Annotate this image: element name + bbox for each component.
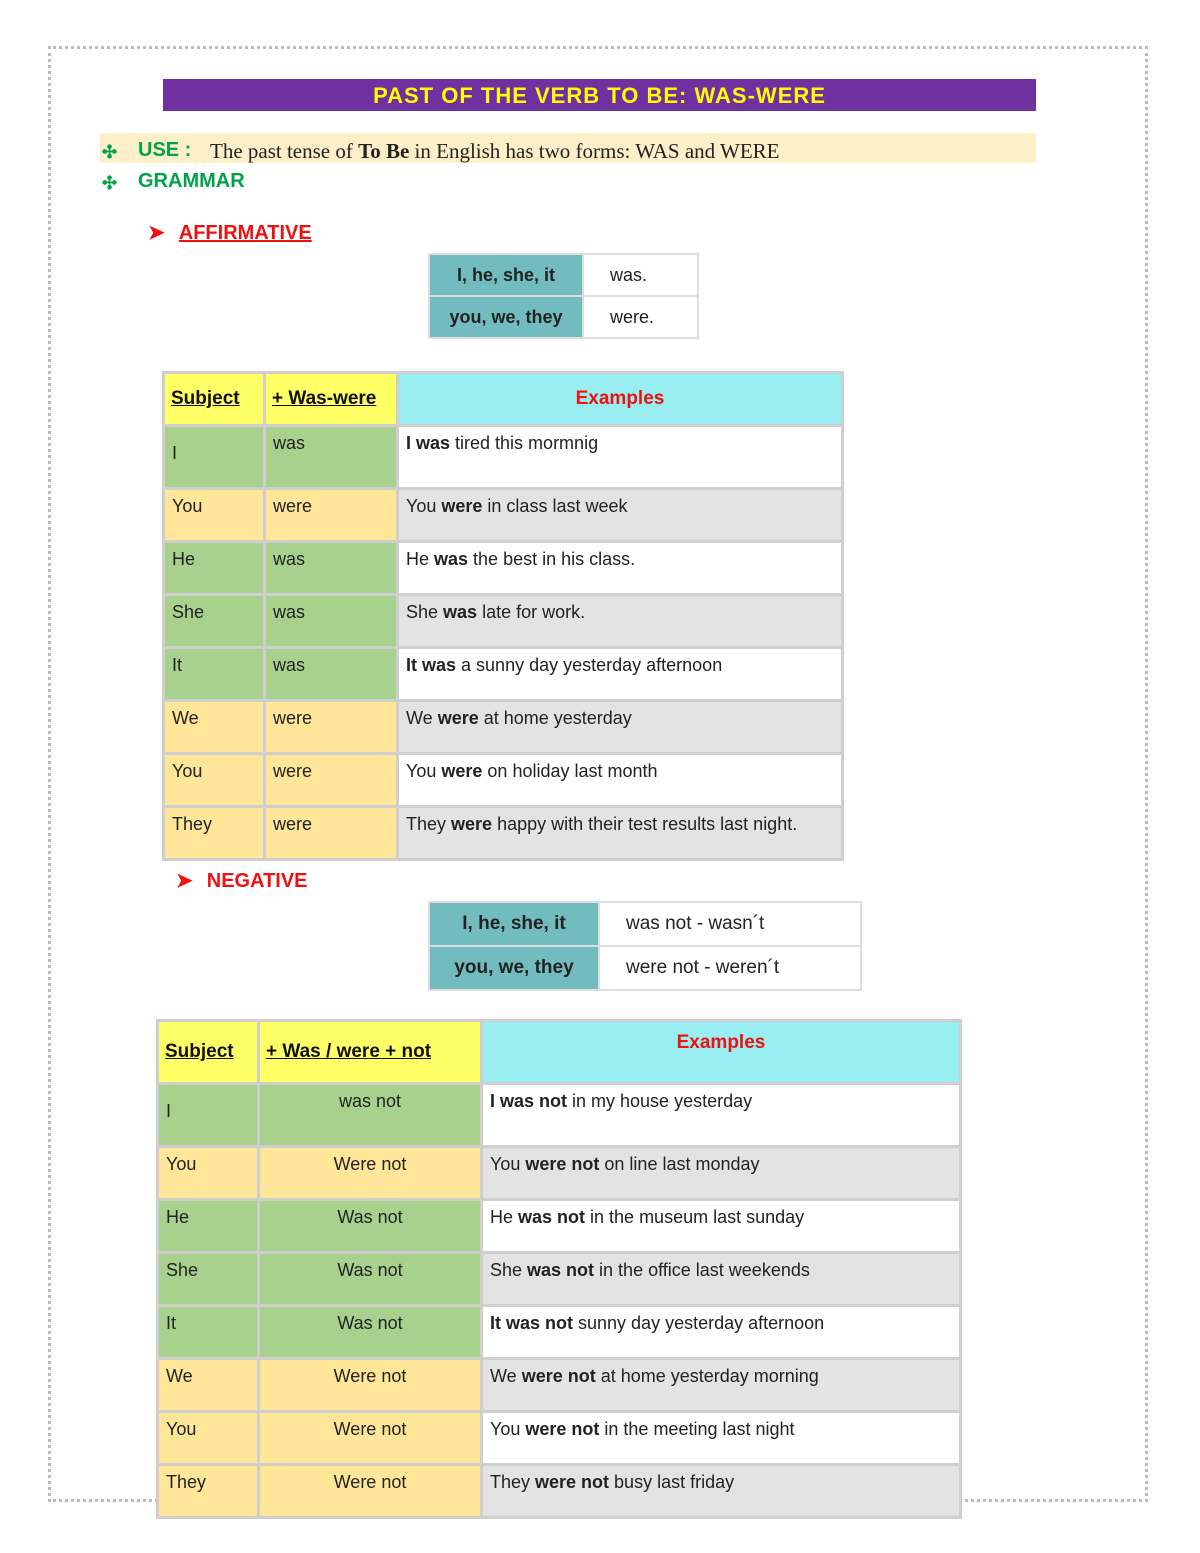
summary-subject: you, we, they <box>430 297 582 337</box>
verb-cell: Was not <box>260 1201 480 1251</box>
negative-table <box>156 1019 962 1519</box>
example-text: in my house yesterday <box>567 1091 753 1111</box>
example-text: at home yesterday morning <box>595 1366 819 1386</box>
example-cell <box>399 543 841 593</box>
verb-cell: were <box>266 702 396 752</box>
summary-form: were not - weren´t <box>600 947 860 989</box>
example-text: You <box>406 496 442 516</box>
subject-cell: They <box>159 1466 257 1516</box>
example-text: You <box>490 1154 526 1174</box>
example-verb: were <box>441 761 483 781</box>
grammar-label: GRAMMAR <box>138 170 245 192</box>
verb-cell: Were not <box>260 1413 480 1463</box>
affirmative-heading: ➤ AFFIRMATIVE <box>148 222 312 244</box>
example-cell <box>399 808 841 858</box>
verb-cell: were <box>266 755 396 805</box>
subject-cell: You <box>159 1148 257 1198</box>
example-cell <box>483 1413 959 1463</box>
table-row <box>165 702 841 752</box>
table-row <box>165 543 841 593</box>
example-text: a sunny day yesterday afternoon <box>456 655 723 675</box>
table-row <box>159 1360 959 1410</box>
verb-cell: were <box>266 490 396 540</box>
example-text: in the office last weekends <box>594 1260 810 1280</box>
negative-heading: ➤ NEGATIVE <box>176 870 308 892</box>
subject-cell: She <box>159 1254 257 1304</box>
table-row <box>165 596 841 646</box>
subject-cell: He <box>159 1201 257 1251</box>
header-examples: Examples <box>399 374 841 424</box>
example-verb: It was <box>406 655 457 675</box>
table-row <box>159 1307 959 1357</box>
table-row <box>165 427 841 487</box>
summary-row <box>430 947 860 989</box>
negative-summary-table <box>428 901 862 991</box>
table-row <box>159 1413 959 1463</box>
example-text: She <box>406 602 444 622</box>
example-verb: was <box>443 602 478 622</box>
subject-cell: She <box>165 596 263 646</box>
example-cell <box>399 649 841 699</box>
example-verb: were <box>437 708 479 728</box>
example-cell <box>483 1466 959 1516</box>
verb-cell: Was not <box>260 1307 480 1357</box>
example-text: in the museum last sunday <box>585 1207 805 1227</box>
example-verb: I was not <box>490 1091 568 1111</box>
table-row <box>165 490 841 540</box>
example-verb: were not <box>525 1419 600 1439</box>
example-text: They <box>406 814 452 834</box>
example-cell <box>483 1148 959 1198</box>
table-row <box>159 1254 959 1304</box>
header-verb: + Was / were + not <box>260 1022 480 1082</box>
summary-subject: I, he, she, it <box>430 255 582 295</box>
example-cell <box>483 1254 959 1304</box>
example-cell <box>483 1360 959 1410</box>
example-cell <box>483 1201 959 1251</box>
example-text: busy last friday <box>609 1472 735 1492</box>
example-text: tired this mormnig <box>450 433 599 453</box>
example-text: He <box>406 549 435 569</box>
affirmative-summary-table <box>428 253 699 339</box>
verb-cell: Were not <box>260 1360 480 1410</box>
table-row <box>165 755 841 805</box>
summary-form: were. <box>584 297 697 337</box>
example-text: They <box>490 1472 536 1492</box>
verb-cell: Were not <box>260 1466 480 1516</box>
example-text: We <box>490 1366 522 1386</box>
subject-cell: It <box>159 1307 257 1357</box>
header-subject: Subject <box>159 1022 257 1082</box>
table-row <box>159 1085 959 1145</box>
table-row <box>159 1148 959 1198</box>
example-verb: It was not <box>490 1313 574 1333</box>
page-title: PAST OF THE VERB TO BE: WAS-WERE <box>163 79 1036 111</box>
verb-cell: were <box>266 808 396 858</box>
example-cell <box>483 1085 959 1145</box>
example-text: happy with their test results last night. <box>492 814 798 834</box>
example-text: the best in his class. <box>468 549 636 569</box>
subject-cell: We <box>159 1360 257 1410</box>
header-subject: Subject <box>165 374 263 424</box>
summary-form: was not - wasn´t <box>600 903 860 945</box>
example-verb: were not <box>521 1366 596 1386</box>
header-verb: + Was-were <box>266 374 396 424</box>
subject-cell: We <box>165 702 263 752</box>
use-label: USE : <box>138 139 192 161</box>
summary-row <box>430 297 697 337</box>
table-header <box>159 1022 959 1082</box>
example-text: She <box>490 1260 528 1280</box>
example-text: in class last week <box>482 496 628 516</box>
table-row <box>159 1201 959 1251</box>
summary-subject: I, he, she, it <box>430 903 598 945</box>
verb-cell: was <box>266 427 396 487</box>
bullet-icon: ✣ <box>102 142 118 162</box>
verb-cell: was not <box>260 1085 480 1145</box>
example-text: You <box>406 761 442 781</box>
example-cell <box>399 596 841 646</box>
example-text: You <box>490 1419 526 1439</box>
example-verb: I was <box>406 433 451 453</box>
verb-cell: was <box>266 649 396 699</box>
summary-row <box>430 903 860 945</box>
example-text: at home yesterday <box>478 708 632 728</box>
arrow-icon: ➤ <box>176 870 193 892</box>
subject-cell: You <box>165 755 263 805</box>
subject-cell: You <box>159 1413 257 1463</box>
example-cell <box>399 490 841 540</box>
subject-cell: It <box>165 649 263 699</box>
subject-cell: I <box>159 1085 257 1145</box>
subject-cell: I <box>165 427 263 487</box>
example-text: We <box>406 708 438 728</box>
summary-subject: you, we, they <box>430 947 598 989</box>
example-cell <box>399 427 841 487</box>
subject-cell: You <box>165 490 263 540</box>
example-cell <box>399 702 841 752</box>
bullet-icon: ✣ <box>102 173 118 193</box>
example-verb: was not <box>518 1207 586 1227</box>
example-verb: were not <box>535 1472 610 1492</box>
verb-cell: Were not <box>260 1148 480 1198</box>
subject-cell: He <box>165 543 263 593</box>
subject-cell: They <box>165 808 263 858</box>
example-verb: were <box>451 814 493 834</box>
table-header <box>165 374 841 424</box>
verb-cell: was <box>266 596 396 646</box>
example-verb: were not <box>525 1154 600 1174</box>
table-row <box>165 808 841 858</box>
example-text: in the meeting last night <box>599 1419 795 1439</box>
table-row <box>165 649 841 699</box>
example-cell <box>399 755 841 805</box>
summary-form: was. <box>584 255 697 295</box>
example-verb: was <box>434 549 469 569</box>
verb-cell: Was not <box>260 1254 480 1304</box>
affirmative-table <box>162 371 844 861</box>
example-cell <box>483 1307 959 1357</box>
use-description: The past tense of To Be in English has two forms: WAS and WERE <box>210 139 780 163</box>
arrow-icon: ➤ <box>148 222 165 244</box>
verb-cell: was <box>266 543 396 593</box>
example-text: on holiday last month <box>482 761 658 781</box>
header-examples: Examples <box>483 1022 959 1082</box>
summary-row <box>430 255 697 295</box>
example-text: late for work. <box>477 602 586 622</box>
example-text: sunny day yesterday afternoon <box>573 1313 825 1333</box>
example-text: He <box>490 1207 519 1227</box>
table-row <box>159 1466 959 1516</box>
example-text: on line last monday <box>599 1154 760 1174</box>
example-verb: was not <box>527 1260 595 1280</box>
example-verb: were <box>441 496 483 516</box>
